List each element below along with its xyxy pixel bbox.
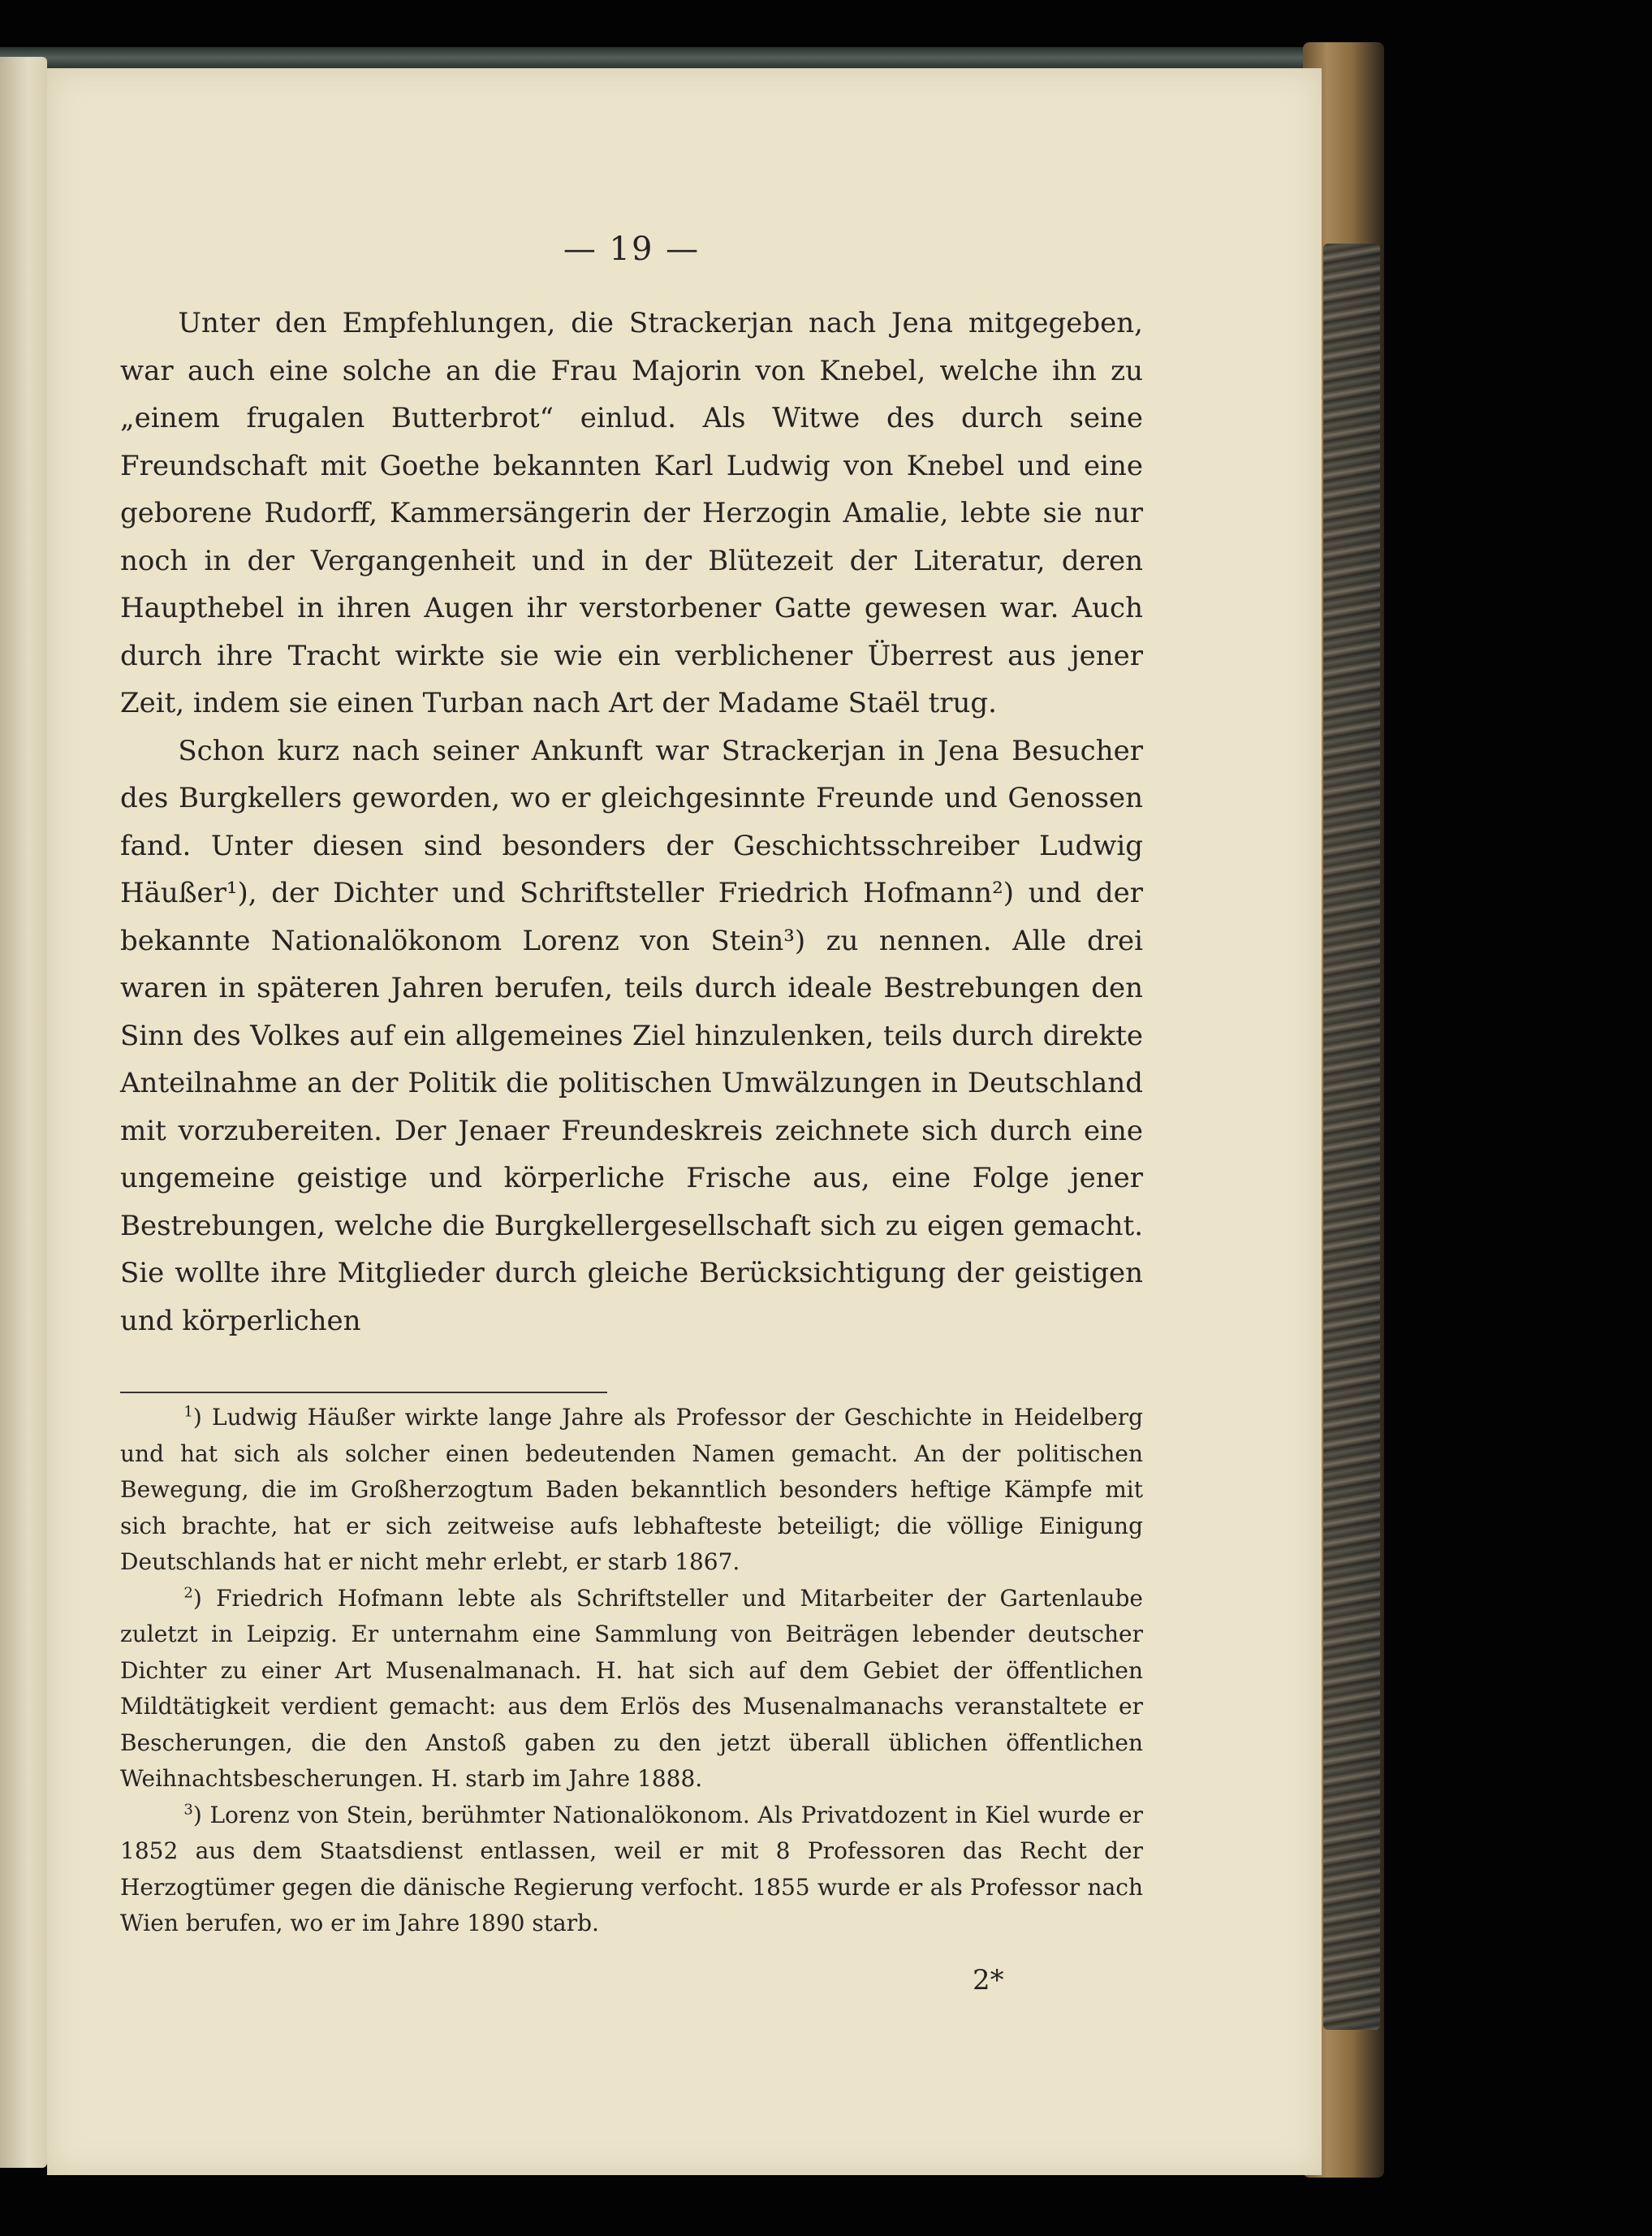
signature-mark: 2* xyxy=(973,1964,1004,1996)
footnote xyxy=(120,1400,1143,1581)
footnote-mark: 2 xyxy=(183,1584,193,1602)
binding-top-edge xyxy=(0,47,1348,68)
footnote-text: ) Ludwig Häußer wirkte lange Jahre als Professor der Geschichte in Heidelberg und hat sich als solcher einen bedeutenden Namen gemacht. An der politischen Bewegung, die im Großherzogtum Baden bekanntlich besonders heftige Kämpfe mit sich brachte, hat er sich zeitweise aufs lebhafteste beteiligt; die völlige Einigung Deutschlands hat er nicht mehr erlebt, er starb 1867. xyxy=(120,1404,1143,1575)
marbled-cover xyxy=(1323,244,1380,2030)
footnote-mark: 3 xyxy=(183,1801,193,1819)
page-number-header: — 19 — xyxy=(563,231,701,268)
book-page xyxy=(47,68,1322,2175)
footnote xyxy=(120,1798,1143,1942)
footnote-mark: 1 xyxy=(183,1403,193,1421)
footnote xyxy=(120,1581,1143,1798)
footnote-separator xyxy=(120,1392,607,1393)
main-text xyxy=(120,300,1143,1345)
paragraph: Unter den Empfehlungen, die Strackerjan nach Jena mitgegeben, war auch eine solche an die Frau Majorin von Knebel, welche ihn zu „einem frugalen Butterbrot“ einlud. Als Witwe des durch seine Freundschaft mit Goethe bekannten Karl Ludwig von Knebel und eine geborene Rudorff, Kammersängerin der Herzogin Amalie, lebte sie nur noch in der Vergangenheit und in der Blütezeit der Literatur, deren Haupthebel in ihren Augen ihr verstorbener Gatte gewesen war. Auch durch ihre Tracht wirkte sie wie ein verblichener Überrest aus jener Zeit, indem sie einen Turban nach Art der Madame Staël trug. xyxy=(120,307,1143,719)
paragraph: Schon kurz nach seiner Ankunft war Strackerjan in Jena Besucher des Burgkellers geworden, wo er gleichgesinnte Freunde und Genossen fand. Unter diesen sind besonders der Geschichtsschreiber Ludwig Häußer¹), der Dichter und Schriftsteller Friedrich Hofmann²) und der bekannte Nationalökonom Lorenz von Stein³) zu nennen. Alle drei waren in späteren Jahren berufen, teils durch ideale Bestrebungen den Sinn des Volkes auf ein allgemeines Ziel hinzulenken, teils durch direkte Anteilnahme an der Politik die politischen Umwälzungen in Deutschland mit vorzubereiten. Der Jenaer Freundeskreis zeichnete sich durch eine ungemeine geistige und körperliche Frische aus, eine Folge jener Bestrebungen, welche die Burgkellergesellschaft sich zu eigen gemacht. Sie wollte ihre Mitglieder durch gleiche Berücksichtigung der geistigen und körperlichen xyxy=(120,734,1143,1337)
left-page-edge xyxy=(0,57,47,2168)
footnotes xyxy=(120,1400,1143,1942)
footnote-text: ) Lorenz von Stein, berühmter Nationalökonom. Als Privatdozent in Kiel wurde er 1852 aus dem Staatsdienst entlassen, weil er mit 8 Professoren das Recht der Herzogtümer gegen die dänische Regierung verfocht. 1855 wurde er als Professor nach Wien berufen, wo er im Jahre 1890 starb. xyxy=(120,1801,1143,1936)
footnote-text: ) Friedrich Hofmann lebte als Schriftsteller und Mitarbeiter der Gartenlaube zuletzt in Leipzig. Er unternahm eine Sammlung von Beiträgen lebender deutscher Dichter zu einer Art Musenalmanach. H. hat sich auf dem Gebiet der öffentlichen Mildtätigkeit verdient gemacht: aus dem Erlös des Musenalmanachs veranstaltete er Bescherungen, die den Anstoß gaben zu den jetzt überall üblichen öffentlichen Weihnachtsbescherungen. H. starb im Jahre 1888. xyxy=(120,1584,1143,1792)
